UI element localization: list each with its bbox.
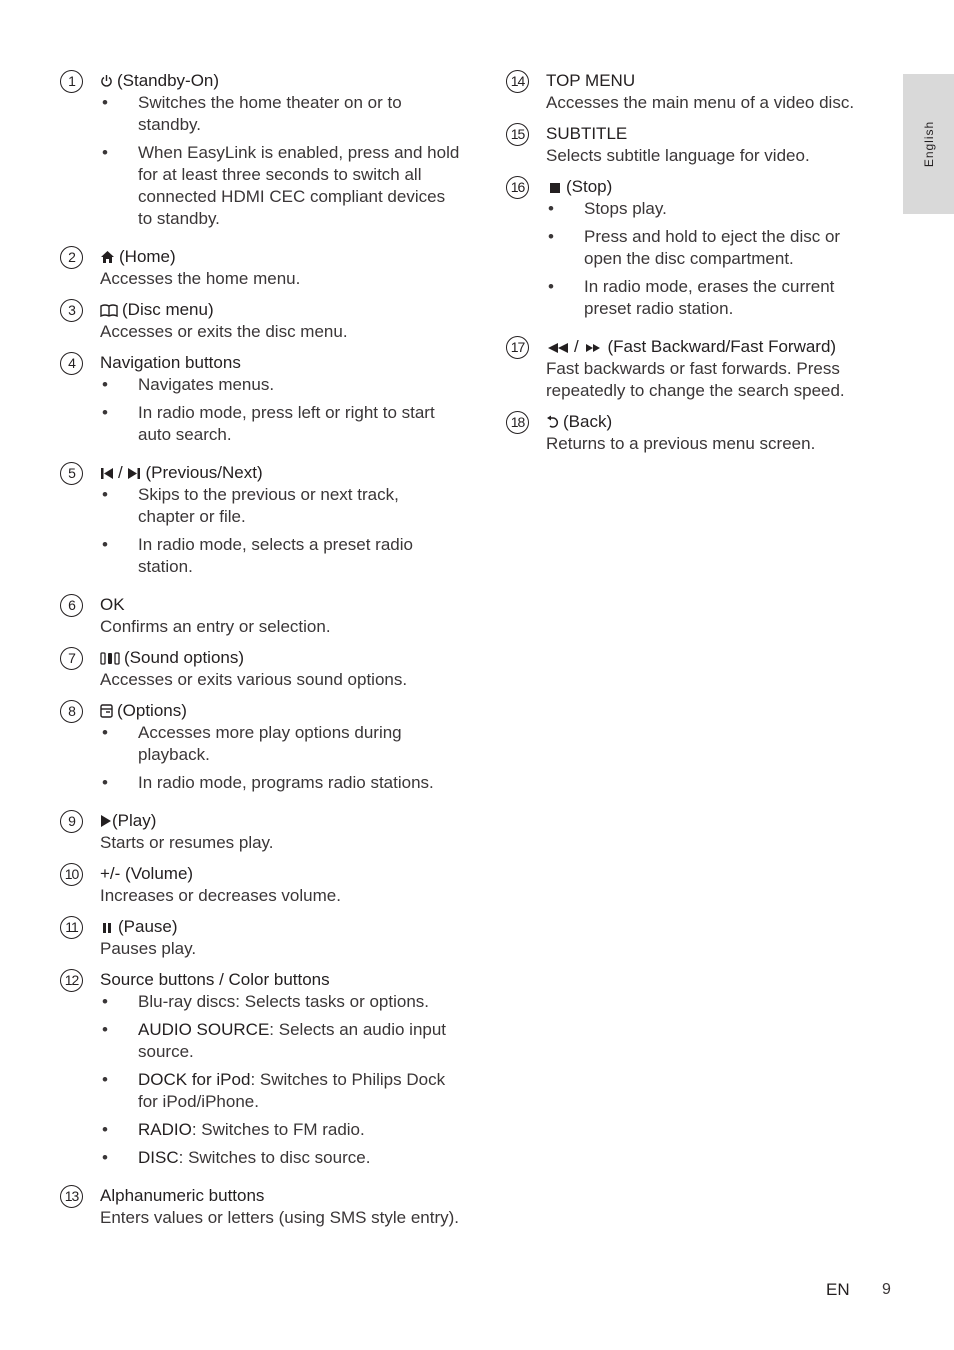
item-description: Accesses or exits the disc menu. <box>100 322 348 341</box>
item-title: SUBTITLE <box>546 124 628 143</box>
item-title: (Back) <box>546 411 876 433</box>
item-description: Increases or decreases volume. <box>100 886 341 905</box>
bullet-list <box>100 722 460 794</box>
item-standby <box>60 70 460 230</box>
list-item: • Stops play. <box>548 199 667 218</box>
item-title: (Disc menu) <box>100 299 460 321</box>
bullet-list <box>100 374 460 446</box>
stop-icon <box>546 182 562 194</box>
language-tab-label: English <box>921 120 936 168</box>
item-number: 1 <box>60 70 83 93</box>
footer-language-code: EN <box>826 1280 850 1299</box>
item-pause <box>60 916 460 960</box>
item-title: Alphanumeric buttons <box>100 1186 265 1205</box>
list-item: • DOCK for iPod: Switches to Philips Dock for iPod/iPhone. <box>102 1070 446 1111</box>
item-number: 8 <box>60 700 83 723</box>
item-sound-options <box>60 647 460 691</box>
item-number: 4 <box>60 352 83 375</box>
item-volume <box>60 863 460 907</box>
item-number: 9 <box>60 810 83 833</box>
list-item: • In radio mode, selects a preset radio station. <box>102 535 413 576</box>
item-back <box>506 411 876 455</box>
bullet-list <box>100 991 460 1169</box>
item-description: Fast backwards or fast forwards. Press repeatedly to change the search speed. <box>546 359 845 400</box>
list-item: • Press and hold to eject the disc or open the disc compartment. <box>548 227 841 268</box>
bullet-list <box>546 198 876 320</box>
item-number: 11 <box>60 916 83 939</box>
item-subtitle <box>506 123 876 167</box>
item-description: Accesses or exits various sound options. <box>100 670 408 689</box>
options-icon <box>100 704 113 718</box>
item-description: Pauses play. <box>100 939 197 958</box>
bullet-list <box>100 484 460 578</box>
item-fast-backward-forward <box>506 336 876 402</box>
item-title: OK <box>100 595 125 614</box>
item-title: Navigation buttons <box>100 353 241 372</box>
list-item: • Blu-ray discs: Selects tasks or options. <box>102 992 430 1011</box>
item-title: (Stop) <box>546 176 876 198</box>
item-stop <box>506 176 876 320</box>
item-title: (Pause) <box>100 916 460 938</box>
list-item: • Switches the home theater on or to standby. <box>102 93 402 134</box>
item-number: 7 <box>60 647 83 670</box>
item-number: 6 <box>60 594 83 617</box>
item-description: Confirms an entry or selection. <box>100 617 331 636</box>
item-description: Selects subtitle language for video. <box>546 146 810 165</box>
list-item: • RADIO: Switches to FM radio. <box>102 1120 365 1139</box>
book-icon <box>100 304 118 317</box>
item-description: Starts or resumes play. <box>100 833 274 852</box>
item-number: 18 <box>506 411 529 434</box>
list-item: • DISC: Switches to disc source. <box>102 1148 371 1167</box>
item-title: (Sound options) <box>100 647 460 669</box>
bullet-list <box>100 92 460 230</box>
fast-backward-icon <box>546 342 570 354</box>
item-play <box>60 810 460 854</box>
item-description: Enters values or letters (using SMS style entry). <box>100 1208 460 1227</box>
item-number: 3 <box>60 299 83 322</box>
list-item: • Navigates menus. <box>102 375 275 394</box>
item-description: Returns to a previous menu screen. <box>546 434 816 453</box>
item-number: 2 <box>60 246 83 269</box>
item-title: / (Fast Backward/Fast Forward) <box>546 336 876 358</box>
power-icon <box>100 74 113 88</box>
list-item: • Skips to the previous or next track, chapter or file. <box>102 485 399 526</box>
item-navigation <box>60 352 460 446</box>
item-alphanumeric <box>60 1185 460 1229</box>
item-title: +/- (Volume) <box>100 864 194 883</box>
item-previous-next <box>60 462 460 578</box>
page-number: 9 <box>882 1281 891 1298</box>
list-item: • Accesses more play options during playback. <box>102 723 402 764</box>
item-title: (Options) <box>100 700 460 722</box>
item-source-buttons <box>60 969 460 1169</box>
pause-icon <box>100 922 114 934</box>
list-item: • When EasyLink is enabled, press and hold for at least three seconds to switch all connected HDMI CEC compliant devices to standby. <box>102 143 460 228</box>
item-options <box>60 700 460 794</box>
language-tab <box>903 74 954 214</box>
list-item: • In radio mode, programs radio stations. <box>102 773 434 792</box>
item-title: Source buttons / Color buttons <box>100 970 330 989</box>
previous-icon <box>100 467 114 480</box>
play-icon <box>100 814 112 828</box>
left-column <box>60 70 460 1238</box>
item-number: 13 <box>60 1185 83 1208</box>
item-number: 5 <box>60 462 83 485</box>
right-column <box>506 70 876 464</box>
item-description: Accesses the home menu. <box>100 269 301 288</box>
item-title: (Home) <box>100 246 460 268</box>
item-title: / (Previous/Next) <box>100 462 460 484</box>
item-number: 16 <box>506 176 529 199</box>
sound-options-icon <box>100 651 120 665</box>
item-description: Accesses the main menu of a video disc. <box>546 93 855 112</box>
item-disc-menu <box>60 299 460 343</box>
item-title: TOP MENU <box>546 71 636 90</box>
back-icon <box>546 415 559 429</box>
list-item: • In radio mode, press left or right to start auto search. <box>102 403 435 444</box>
fast-forward-icon <box>583 342 603 354</box>
next-icon <box>127 467 141 480</box>
item-ok <box>60 594 460 638</box>
item-number: 12 <box>60 969 83 992</box>
item-home <box>60 246 460 290</box>
item-title: (Standby-On) <box>100 70 460 92</box>
item-number: 17 <box>506 336 529 359</box>
item-number: 14 <box>506 70 529 93</box>
item-title: (Play) <box>100 810 460 832</box>
item-number: 15 <box>506 123 529 146</box>
list-item: • AUDIO SOURCE: Selects an audio input source. <box>102 1020 447 1061</box>
item-number: 10 <box>60 863 83 886</box>
list-item: • In radio mode, erases the current preset radio station. <box>548 277 835 318</box>
item-top-menu <box>506 70 876 114</box>
home-icon <box>100 250 115 264</box>
